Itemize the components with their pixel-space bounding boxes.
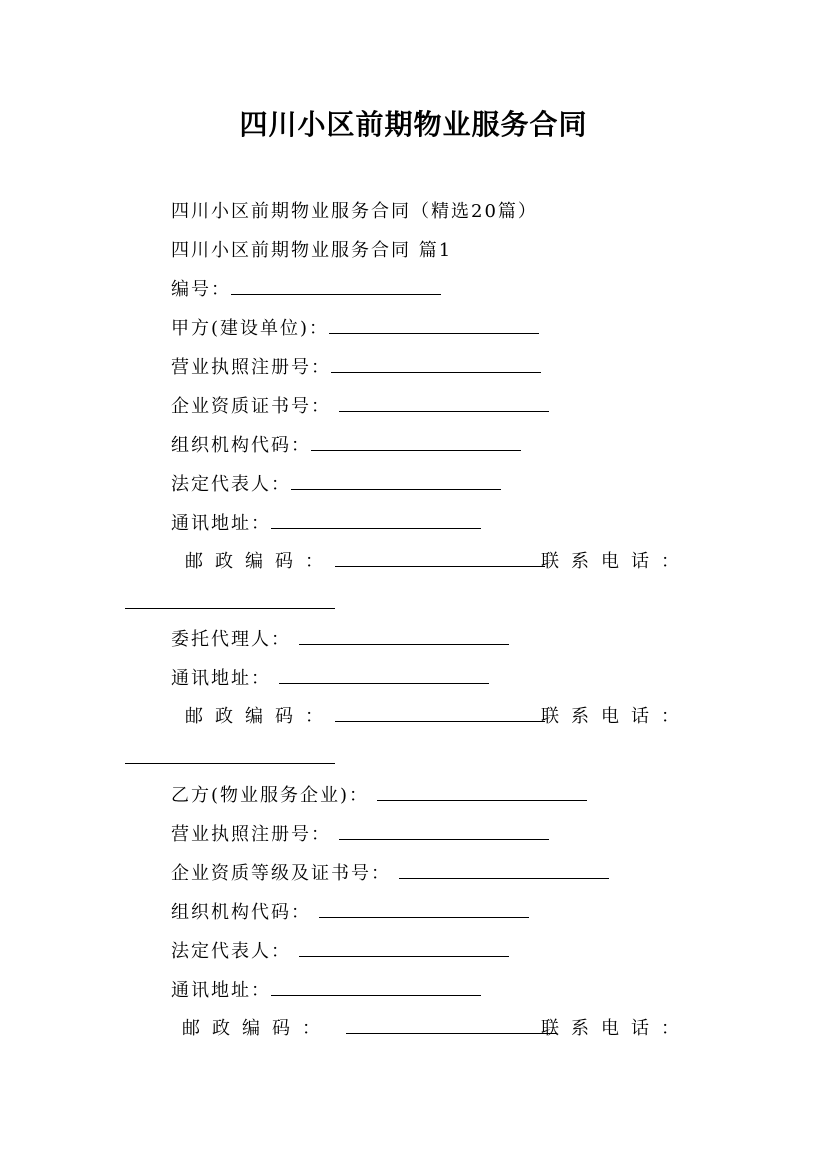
agent-field: 委托代理人： bbox=[171, 626, 509, 654]
number-blank bbox=[231, 276, 441, 295]
license-blank-b bbox=[339, 821, 549, 840]
phone-label-agent: 联系电话： bbox=[541, 706, 691, 727]
phone-label-a: 联系电话： bbox=[541, 551, 691, 572]
address-blank-a bbox=[271, 510, 481, 529]
legal-rep-blank-a bbox=[291, 471, 501, 490]
document-title: 四川小区前期物业服务合同 bbox=[239, 108, 588, 141]
postal-blank-b bbox=[346, 1015, 556, 1034]
legal-rep-blank-b bbox=[299, 938, 509, 957]
license-blank-a bbox=[331, 354, 541, 373]
number-field: 编号： bbox=[171, 276, 441, 304]
phone-label-b: 联系电话： bbox=[541, 1018, 691, 1039]
postal-blank-agent bbox=[335, 703, 545, 722]
qualification-level-blank-b bbox=[399, 860, 609, 879]
address-blank-b bbox=[271, 977, 481, 996]
agent-address-blank bbox=[279, 665, 489, 684]
agent-address-field: 通讯地址： bbox=[171, 665, 489, 693]
org-code-blank-b bbox=[319, 899, 529, 918]
party-a-blank bbox=[329, 315, 539, 334]
postal-phone-row-agent bbox=[185, 703, 691, 731]
postal-phone-row-a bbox=[185, 548, 691, 576]
license-field-b: 营业执照注册号： bbox=[171, 821, 549, 849]
qualification-field-a: 企业资质证书号： bbox=[171, 393, 549, 421]
party-b-field: 乙方(物业服务企业)： bbox=[171, 782, 587, 810]
org-code-blank-a bbox=[311, 432, 521, 451]
qualification-level-field-b: 企业资质等级及证书号： bbox=[171, 860, 609, 888]
party-b-blank bbox=[377, 782, 587, 801]
qualification-blank-a bbox=[339, 393, 549, 412]
postal-label-b: 邮政编码： bbox=[182, 1018, 332, 1039]
postal-label-a: 邮政编码： bbox=[185, 551, 335, 572]
section-heading: 四川小区前期物业服务合同 篇1 bbox=[171, 240, 453, 261]
address-field-a: 通讯地址： bbox=[171, 510, 481, 538]
phone-blank-a bbox=[125, 590, 335, 609]
org-code-field-a: 组织机构代码： bbox=[171, 432, 521, 460]
license-field-a: 营业执照注册号： bbox=[171, 354, 541, 382]
legal-rep-field-a: 法定代表人： bbox=[171, 471, 501, 499]
postal-phone-row-b bbox=[182, 1015, 691, 1043]
postal-label-agent: 邮政编码： bbox=[185, 706, 335, 727]
party-a-field: 甲方(建设单位)： bbox=[171, 315, 539, 343]
agent-blank bbox=[299, 626, 509, 645]
phone-blank-agent bbox=[125, 745, 335, 764]
address-field-b: 通讯地址： bbox=[171, 977, 481, 1005]
org-code-field-b: 组织机构代码： bbox=[171, 899, 529, 927]
legal-rep-field-b: 法定代表人： bbox=[171, 938, 509, 966]
postal-blank-a bbox=[335, 548, 545, 567]
document-subtitle: 四川小区前期物业服务合同（精选20篇） bbox=[171, 201, 538, 222]
